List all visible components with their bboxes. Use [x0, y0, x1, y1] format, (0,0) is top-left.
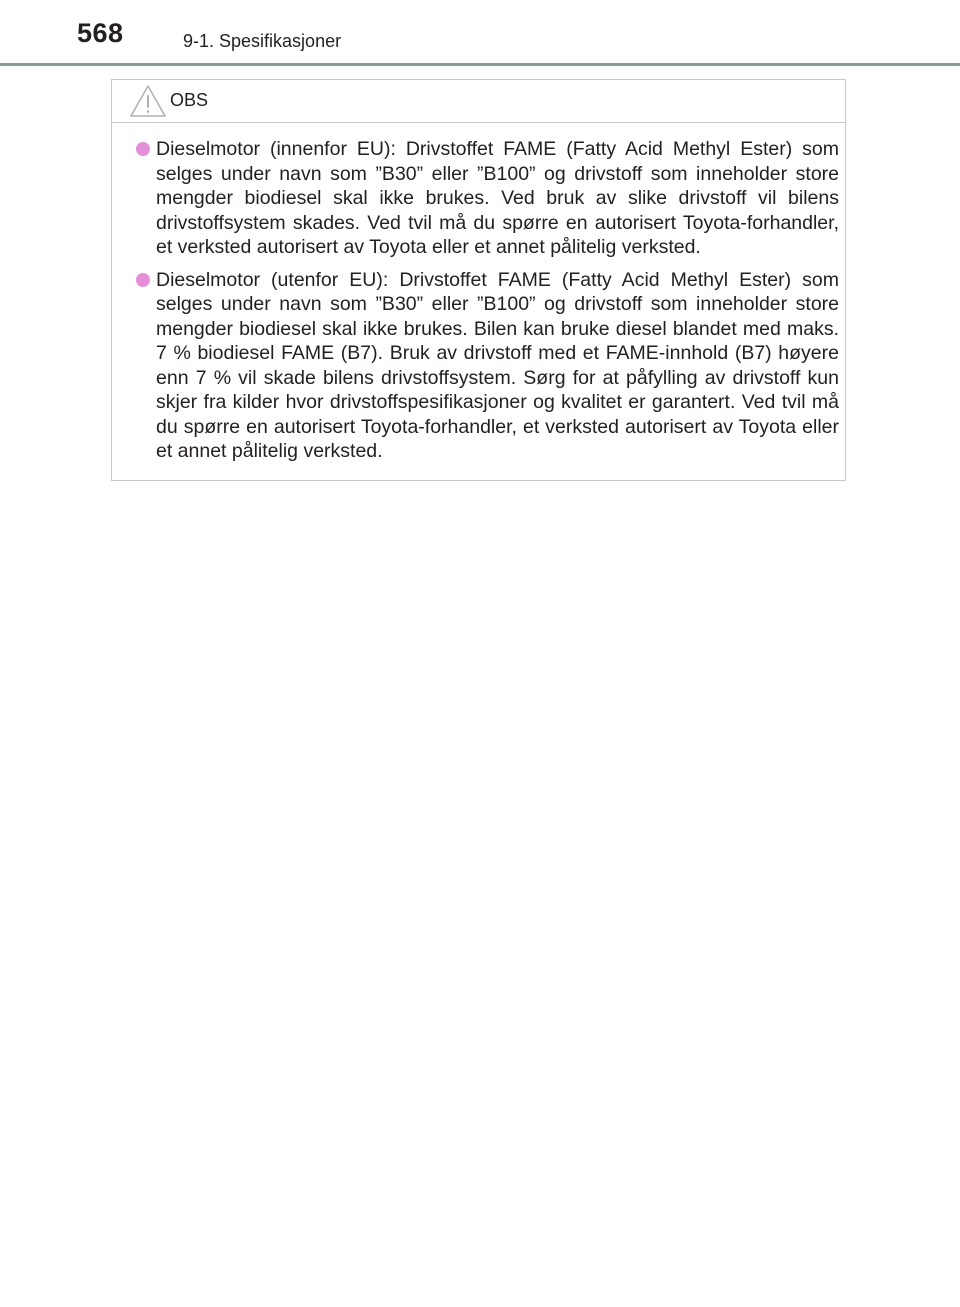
page-number: 568: [77, 18, 124, 48]
notice-header: [112, 80, 845, 123]
page-header: [0, 0, 960, 70]
header-divider: [0, 63, 960, 66]
notice-item-text: Dieselmotor (utenfor EU): Drivstoffet FAME (Fatty Acid Methyl Ester) som selges under navn som ”B30” eller ”B100” og drivstoff som inneholder store mengder biodiesel skal ikke brukes. Bilen kan bruke diesel blandet med maks. 7 % biodiesel FAME (B7). Bruk av drivstoff med et FAME-innhold (B7) høyere enn 7 % vil skade bilens drivstoffsystem. Sørg for at påfylling av drivstoff kun skjer fra kilder hvor drivstoffspesifikasjoner og kvalitet er garantert. Ved tvil må du spørre en autorisert Toyota-forhandler, et verksted autorisert av Toyota eller et annet pålitelig verksted.: [156, 268, 839, 462]
bullet-icon: [136, 142, 150, 156]
section-title: 9-1. Spesifikasjoner: [183, 31, 342, 51]
notice-item-non-eu: [156, 268, 839, 464]
notice-item-eu: [156, 137, 839, 260]
notice-box: [111, 79, 846, 481]
bullet-icon: [136, 273, 150, 287]
notice-item-text: Dieselmotor (innenfor EU): Drivstoffet FAME (Fatty Acid Methyl Ester) som selges under navn som ”B30” eller ”B100” og drivstoff som inneholder store mengder biodiesel skal ikke brukes. Ved bruk av slike drivstoff vil bilens drivstoffsystem skades. Ved tvil må du spørre en autorisert Toyota-forhandler, et verksted autorisert av Toyota eller et annet pålitelig verksted.: [156, 138, 839, 258]
notice-list: [112, 137, 845, 472]
warning-triangle-icon: [129, 84, 167, 118]
notice-label: OBS: [170, 90, 209, 110]
